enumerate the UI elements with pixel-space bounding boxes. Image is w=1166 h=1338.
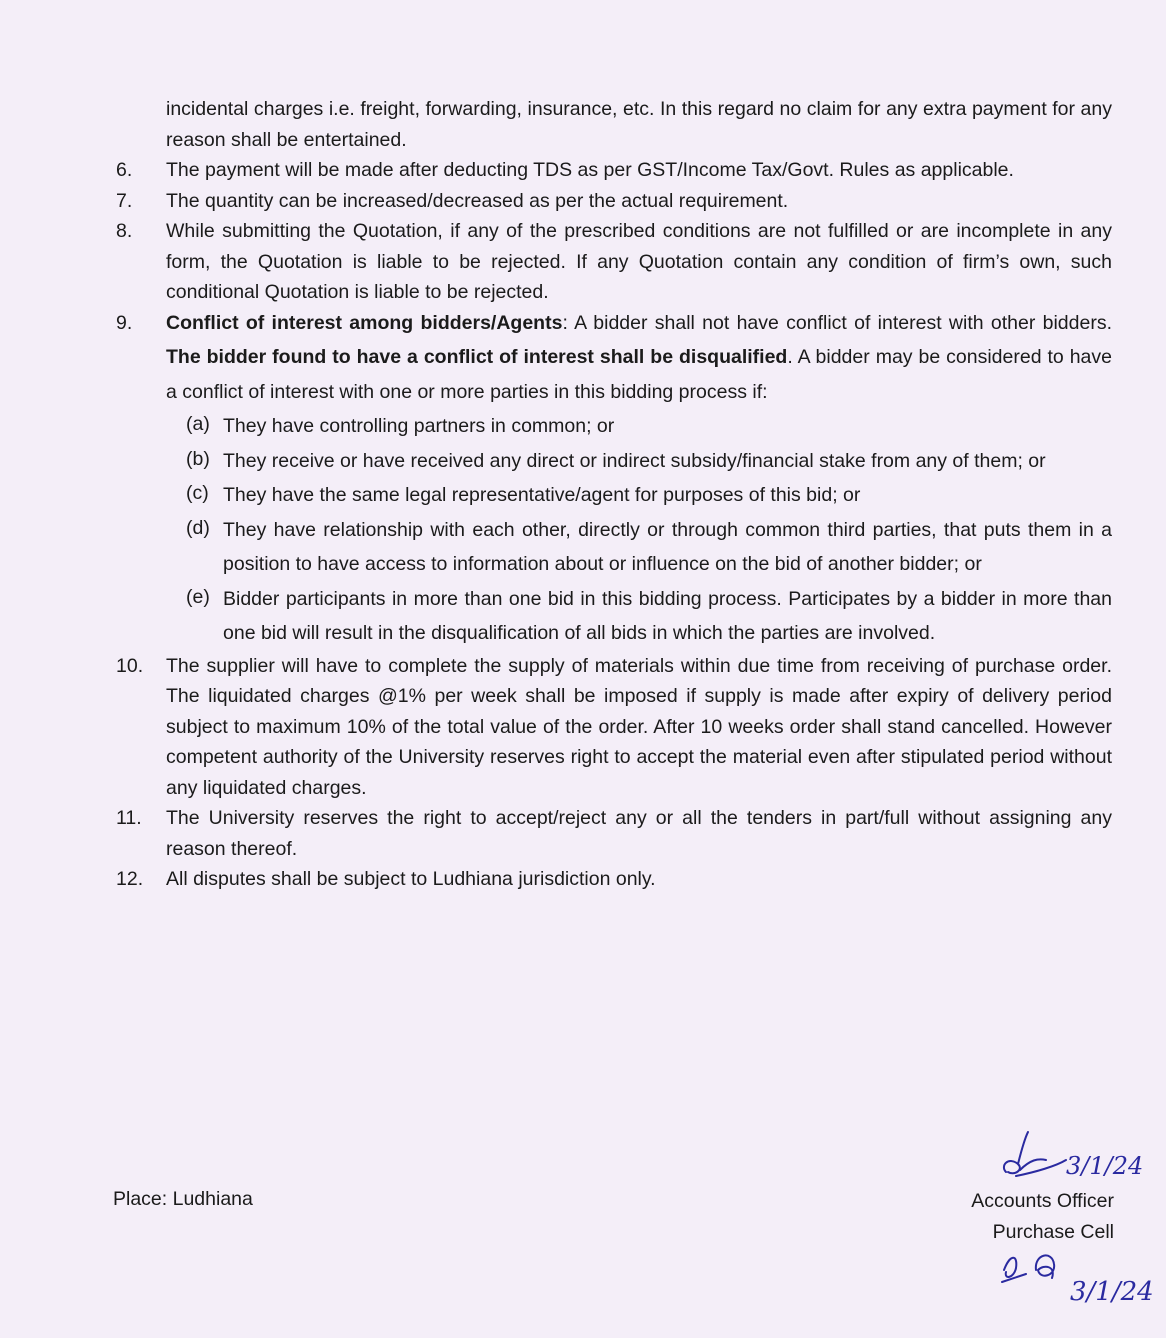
subitem-text: They receive or have received any direct or indirect subsidy/financial stake from any of them; or bbox=[223, 449, 1046, 472]
item-number: 7. bbox=[116, 189, 133, 212]
signature-date-bottom: 3/1/24 bbox=[1070, 1277, 1154, 1307]
item-text: The University reserves the right to accept/reject any or all the tenders in part/full without assigning any reason thereof. bbox=[166, 807, 1112, 860]
item-text: The supplier will have to complete the supply of materials within due time from receiving of purchase order. The liquidated charges @1% per week shall be imposed if supply is made after expiry of delivery period subject to maximum 10% of the total value of the order. After 10 weeks order shall stand cancelled. However competent authority of the University reserves right to accept the material even after stipulated period without any liquidated charges. bbox=[166, 654, 1112, 799]
signatory-block bbox=[971, 1186, 1114, 1248]
item-8 bbox=[116, 216, 1112, 308]
place-label: Place: Ludhiana bbox=[113, 1188, 253, 1210]
subitem-label: (e) bbox=[186, 585, 210, 608]
subitem-e bbox=[186, 582, 1112, 651]
subitem-label: (c) bbox=[186, 482, 209, 504]
subitem-label: (b) bbox=[186, 447, 210, 470]
subitem-label: (d) bbox=[186, 516, 210, 539]
subitem-a bbox=[186, 409, 1112, 444]
terms-list bbox=[116, 94, 1112, 895]
subitem-text: They have controlling partners in common; or bbox=[223, 415, 615, 437]
item-number: 6. bbox=[116, 159, 133, 181]
subitem-b bbox=[186, 444, 1112, 479]
item-text: All disputes shall be subject to Ludhiana jurisdiction only. bbox=[166, 868, 656, 890]
signatory-designation: Accounts Officer bbox=[971, 1190, 1114, 1212]
conflict-subitems bbox=[186, 409, 1112, 651]
item-number: 10. bbox=[116, 654, 144, 677]
subitem-label: (a) bbox=[186, 413, 210, 435]
item-5-continuation: incidental charges i.e. freight, forwarding, insurance, etc. In this regard no claim for any extra payment for any reason shall be entertained. bbox=[166, 98, 1112, 151]
item-number: 9. bbox=[116, 311, 133, 334]
item-text: While submitting the Quotation, if any of the prescribed conditions are not fulfilled or are incomplete in any form, the Quotation is liable to be rejected. If any Quotation contain any condition of firm’s own, such conditional Quotation is liable to be rejected. bbox=[166, 220, 1112, 303]
item-7 bbox=[116, 186, 1112, 217]
subitem-text: They have relationship with each other, directly or through common third parties, that puts them in a position to have access to information about or influence on the bid of another bidder; or bbox=[223, 518, 1112, 575]
conflict-heading: Conflict of interest among bidders/Agents bbox=[166, 311, 563, 334]
subitem-text: They have the same legal representative/agent for purposes of this bid; or bbox=[223, 484, 861, 506]
item-text: The quantity can be increased/decreased as per the actual requirement. bbox=[166, 189, 789, 212]
conflict-text-1: : A bidder shall not have conflict of interest with other bidders. bbox=[562, 311, 1112, 334]
item-text: The payment will be made after deducting TDS as per GST/Income Tax/Govt. Rules as applicable. bbox=[166, 159, 1014, 181]
item-6 bbox=[116, 155, 1112, 186]
subitem-text: Bidder participants in more than one bid in this bidding process. Participates by a bidder in more than one bid will result in the disqualification of all bids in which the parties are involved. bbox=[223, 587, 1112, 644]
item-11 bbox=[116, 803, 1112, 864]
handwritten-signature-bottom bbox=[994, 1240, 1154, 1310]
handwritten-signature-top bbox=[996, 1130, 1146, 1192]
signature-date-top: 3/1/24 bbox=[1066, 1152, 1144, 1180]
item-9 bbox=[116, 306, 1112, 410]
subitem-d bbox=[186, 513, 1112, 582]
subitem-c bbox=[186, 478, 1112, 513]
item-number: 11. bbox=[116, 807, 142, 829]
item-10 bbox=[116, 651, 1112, 804]
item-12 bbox=[116, 864, 1112, 895]
conflict-disqualified: The bidder found to have a conflict of interest shall be disqualified bbox=[166, 346, 788, 368]
conflict-text-2: . A bidder may be considered to have a conflict of interest with one or more parties in this bidding process if: bbox=[166, 346, 1112, 403]
signatory-unit: Purchase Cell bbox=[992, 1221, 1114, 1243]
item-number: 12. bbox=[116, 868, 144, 890]
item-number: 8. bbox=[116, 220, 133, 242]
item-text bbox=[166, 306, 1112, 410]
